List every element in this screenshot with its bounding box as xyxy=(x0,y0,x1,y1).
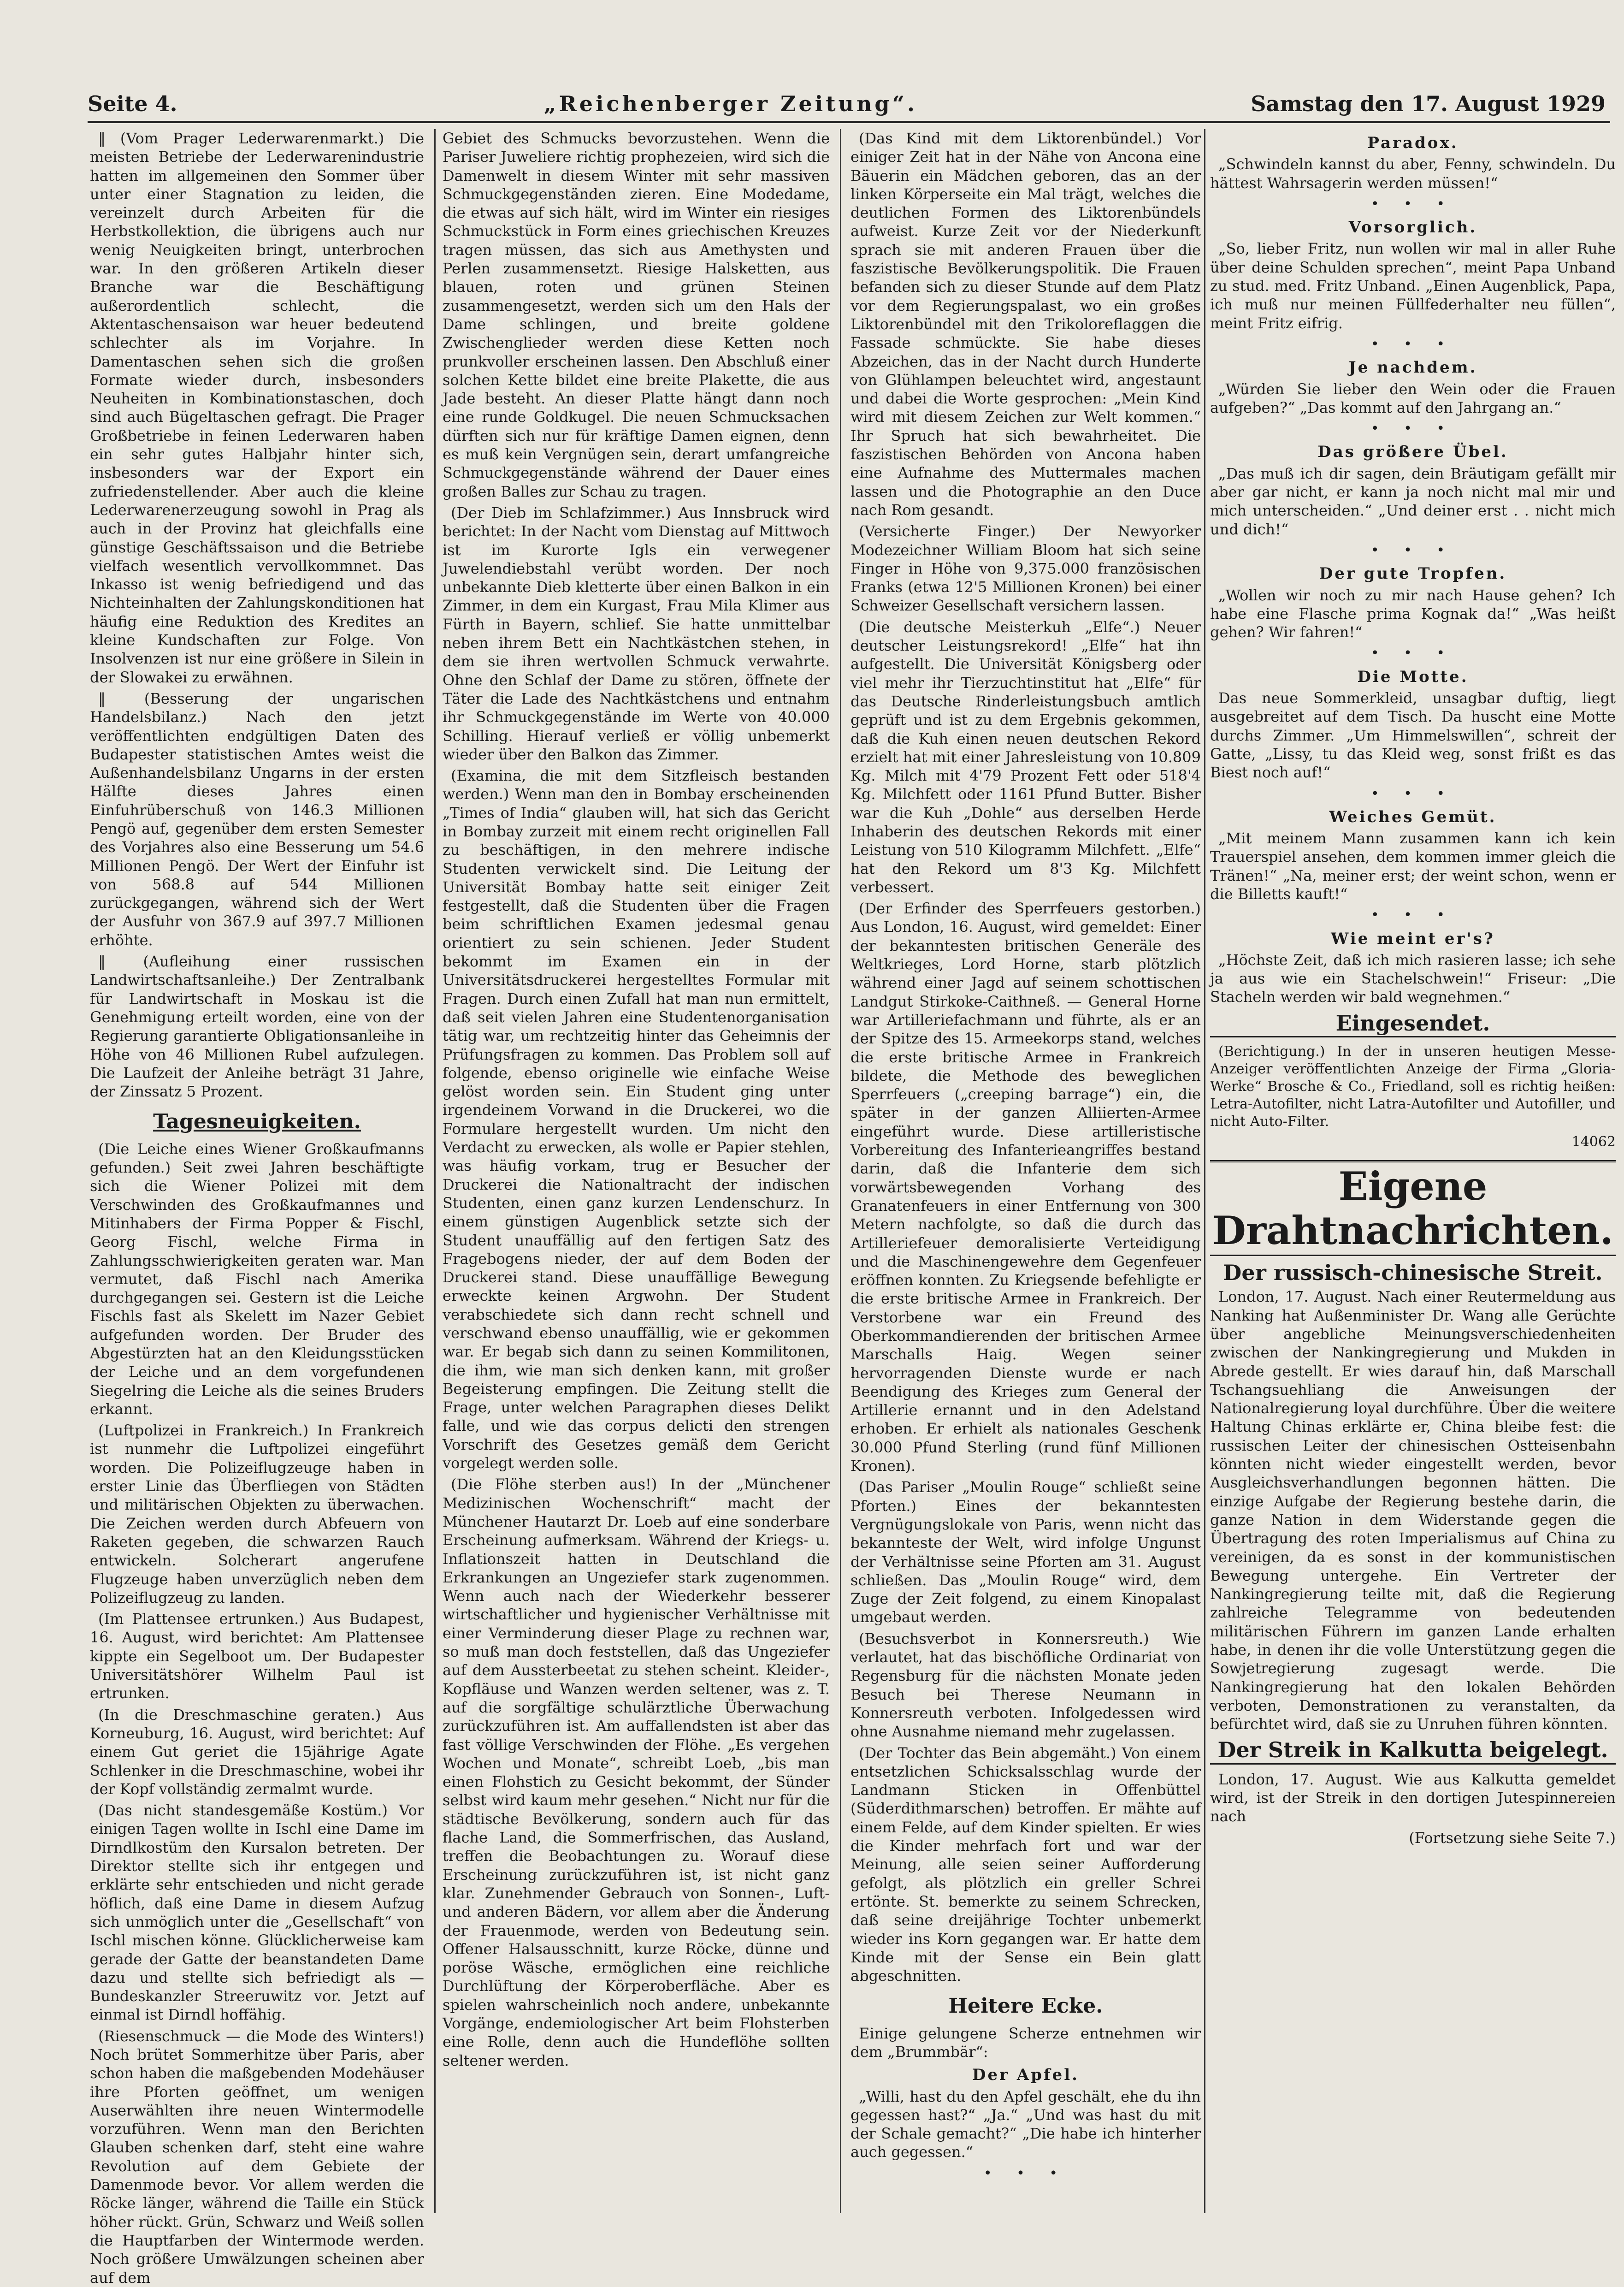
column-rule xyxy=(1204,129,1205,2213)
joke-title: Die Motte. xyxy=(1357,667,1469,686)
joke-title: Weiches Gemüt. xyxy=(1329,807,1497,826)
newspaper-title: „Reichenberger Zeitung“. xyxy=(544,91,918,116)
separator: • • • xyxy=(983,2165,1068,2181)
article-leiche: (Die Leiche eines Wiener Großkaufmanns gefunden.) Seit zwei Jahren beschäftigte sich die Wiener Polizei mit dem Verschwinden des Großkaufmannes und Mitinhabers der Firma Popper & Fischl, Georg Fischl, welche Firma in Zahlungsschwierigkeiten geraten war. Man vermutet, daß Fischl nach Amerika durchgegangen sei. Gestern ist die Leiche Fischls fast als Skelett im Nazer Gebiet aufgefunden worden. Der Bruder des Abgestürzten hat an den Kleidungsstücken der Leiche und an dem vorgefundenen Siegelring die Leiche als die seines Bruders erkannt. xyxy=(90,1140,424,1418)
joke-paradox: „Schwindeln kannst du aber, Fenny, schwindeln. Du hättest Wahrsagerin werden müssen!“ xyxy=(1210,155,1616,192)
section-heading-tagesneuigkeiten: Tagesneuigkeiten. xyxy=(153,1110,361,1134)
joke-apfel: „Willi, hast du den Apfel geschält, ehe du ihn gegessen hast?“ „Ja.“ „Und was hast du mit der Schale gemacht?“ „Die habe ich hinterher auch gegessen.“ xyxy=(850,2087,1201,2161)
article-moulin-rouge: (Das Pariser „Moulin Rouge“ schließt seine Pforten.) Eines der bekanntesten Vergnügungslokale von Paris, wenn nicht das bekannteste der Welt, wird infolge Ungunst der Verhältnisse seine Pforten am 31. August schließen. Das „Moulin Rouge“ wird, dem Zuge der Zeit folgend, zu einem Kinopalast umgebaut werden. xyxy=(850,1478,1201,1626)
column-rule xyxy=(434,129,436,2213)
joke-tropfen: „Wollen wir noch zu mir nach Hause gehen? Ich habe eine Flasche prima Kognak da!“ „Was heißt gehen? Wir fahren!“ xyxy=(1210,586,1616,641)
continuation-note: (Fortsetzung siehe Seite 7.) xyxy=(1409,1829,1616,1847)
article-handelsbilanz: ‖ (Besserung der ungarischen Handelsbilanz.) Nach den jetzt veröffentlichten endgültigen Daten des Budapester statistischen Amtes weist die Außenhandelsbilanz Ungarns in der ersten Hälfte dieses Jahres einen Einfuhrüberschuß von 146.3 Millionen Pengö auf, gegenüber dem ersten Semester des Vorjahres also eine Besserung um 54.6 Millionen Pengö. Der Wert der Einfuhr ist von 568.8 auf 544 Millionen zurückgegangen, während sich der Wert der Ausfuhr von 367.9 auf 397.7 Millionen erhöhte. xyxy=(90,689,424,949)
separator: • • • xyxy=(1370,907,1455,924)
section-heading-eingesendet: Eingesendet. xyxy=(1210,1014,1616,1037)
joke-title: Der gute Tropfen. xyxy=(1319,564,1507,583)
joke-title: Das größere Übel. xyxy=(1317,443,1508,462)
separator: • • • xyxy=(1370,196,1455,212)
section-heading-drahtnachrichten: Eigene Drahtnachrichten. xyxy=(1210,1160,1616,1256)
joke-motte: Das neue Sommerkleid, unsagbar duftig, liegt ausgebreitet auf dem Tisch. Da huscht eine Motte durchs Zimmer. „Um Himmelswillen“, schreit der Gatte, „Lissy, tu das Kleid weg, sonst frißt es das Biest noch auf!“ xyxy=(1210,689,1616,782)
article-dieb: (Der Dieb im Schlafzimmer.) Aus Innsbruck wird berichtet: In der Nacht vom Dienstag auf Mittwoch ist im Kurorte Igls ein verwegener Juwelendiebstahl verübt worden. Der noch unbekannte Dieb kletterte über einen Balkon in ein Zimmer, in dem ein Kurgast, Frau Mila Klimer aus Fürth in Bayern, schlief. Sie hatte unmittelbar neben ihrem Bett ein Nachtkästchen stehen, in dem sie ihren wertvollen Schmuck verwahrte. Ohne den Schlaf der Dame zu stören, öffnete der Täter die Lade des Nachtkästchens und entnahm ihr Schmuckgegenstände im Werte von 40.000 Schilling. Hierauf verließ er völlig unbemerkt wieder über den Balkon das Zimmer. xyxy=(443,504,830,763)
joke-title: Vorsorglich. xyxy=(1348,218,1477,237)
article-plattensee: (Im Plattensee ertrunken.) Aus Budapest, 16. August, wird berichtet: Am Plattensee kippte ein Segelboot um. Der Budapester Universitätshörer Wilhelm Paul ist ertrunken. xyxy=(90,1610,424,1702)
joke-title: Wie meint er's? xyxy=(1331,929,1495,948)
joke-title: Je nachdem. xyxy=(1348,358,1477,377)
article-eingesendet: (Berichtigung.) In der in unseren heutigen Messe-Anzeiger veröffentlichten Anzeige der Firma „Gloria-Werke“ Brosche & Co., Friedland, soll es richtig heißen: Letra-Autofilter, nicht Latra-Autofilter und Autofiller, und nicht Auto-Filter. xyxy=(1210,1043,1616,1130)
article-liktorenbuendel: (Das Kind mit dem Liktorenbündel.) Vor einiger Zeit hat in der Nähe von Ancona eine Bäuerin ein Mädchen geboren, das an der linken Körperseite ein Mal trägt, welches die deutlichen Formen des Liktorenbündels aufweist. Kurze Zeit vor der Niederkunft sprach sie mit anderen Frauen über die faszistische Bevölkerungspolitik. Die Frauen befanden sich zu dieser Stunde auf dem Platz vor dem Regierungspalast, wo ein großes Liktorenbündel mit den Trikoloreflaggen die Fassade schmückte. Sie habe dieses Abzeichen, das in der Nacht durch Hunderte von Glühlampen beleuchtet wird, angestaunt und dabei die Worte gesprochen: „Mein Kind wird mit diesem Zeichen zur Welt kommen.“ Ihr Spruch hat sich bewahrheitet. Die faszistischen Behörden von Ancona haben eine Aufnahme des Muttermales machen lassen und die Photographie an den Duce nach Rom gesandt. xyxy=(850,130,1201,519)
separator: • • • xyxy=(1370,645,1455,662)
joke-vorsorglich: „So, lieber Fritz, nun wollen wir mal in aller Ruhe über deine Schulden sprechen“, meint Papa Unband zu stud. med. Fritz Unband. „Einen Augenblick, Papa, ich muß nur meinen Füllfederhalter neu füllen“, meint Fritz eifrig. xyxy=(1210,240,1616,332)
joke-title: Paradox. xyxy=(1367,134,1459,152)
article-sperrfeuer: (Der Erfinder des Sperrfeuers gestorben.) Aus London, 16. August, wird gemeldet: Einer der bekanntesten britischen Generäle des Weltkrieges, Lord Horne, starb plötzlich während einer Jagd auf seinem schottischen Landgut Stirkoke-Caithneß. — General Horne war Artilleriefachmann und führte, als er an der Spitze des 15. Armeekorps stand, welches die erste britische Armee in Frankreich bildete, die Methode des beweglichen Sperrfeuers („creeping barrage“) ein, die später in der ganzen Alliierten-Armee eingeführt wurde. Diese artilleristische Vorbereitung des Infanterieangriffes bestand darin, daß die Infanterie dem sich vorwärtsbewegenden Vorhang des Granatenfeuers in einer Entfernung von 300 Metern nachfolgte, so daß die durch das Artilleriefeuer demoralisierte Verteidigung und die Maschinengewehre dem Gegenfeuer eröffnen konnten. Zu Kriegsende befehligte er die erste britische Armee in Frankreich. Der Verstorbene war ein Freund des Oberkommandierenden der britischen Armee Marschalls Haig. Wegen seiner hervorragenden Dienste wurde er nach Beendigung des Krieges zum General der Artillerie ernannt und in den Adelstand erhoben. Er erhielt als nationales Geschenk 30.000 Pfund Sterling (rund fünf Millionen Kronen). xyxy=(850,900,1201,1475)
article-schmuck-continued: Gebiet des Schmucks bevorzustehen. Wenn die Pariser Juweliere richtig prophezeien, wird sich die Damenwelt in diesem Winter mit sehr massiven Schmuckgegenständen zieren. Eine Modedame, die etwas auf sich hält, wird im Winter ein riesiges Schmuckstück in Form eines griechischen Kreuzes tragen müssen, das sich aus Amethysten und Perlen zusammensetzt. Riesige Halsketten, aus blauen, roten und grünen Steinen zusammengesetzt, werden sich um den Hals der Dame schlingen, und breite goldene Zwischenglieder werden diese Ketten noch prunkvoller erscheinen lassen. Den Abschluß einer solchen Kette bildet eine breite Plakette, die aus Jade besteht. An dieser Platte hängt dann noch eine runde Goldkugel. Die neuen Schmucksachen dürften sich nur für kräftige Damen eignen, denn es muß kein Vergnügen sein, derart umfangreiche Schmuckgegenstände während der Dauer eines großen Balles zur Schau zu tragen. xyxy=(443,130,830,500)
headline-streit: Der russisch-chinesische Streit. xyxy=(1223,1260,1603,1286)
article-examina: (Examina, die mit dem Sitzfleisch bestanden werden.) Wenn man den in Bombay erscheinenden „Times of India“ glauben will, hat sich das Gericht in Bombay zurzeit mit einem recht originellen Fall zu beschäftigen, in den mehrere indische Studenten verwickelt sind. Die Leitung der Universität Bombay hatte seit einiger Zeit festgestellt, daß die Studenten über die Fragen beim schriftlichen Examen jedesmal genau orientiert zu sein schienen. Jeder Student bekommt im Examen ein in der Universitätsdruckerei hergestelltes Formular mit Fragen. Durch einen Zufall hat man nun ermittelt, daß seit vielen Jahren eine Studentenorganisation tätig war, um rechtzeitig hinter das Geheimnis der Prüfungsfragen zu kommen. Das Problem soll auf folgende, ebenso originelle wie einfache Weise gelöst worden sein. Ein Student ging unter irgendeinem Vorwand in die Druckerei, wo die Formulare hergestellt wurden. Um nicht den Verdacht zu erwecken, als wolle er Papier stehlen, was häufig vorkam, trug er Besucher der Druckerei die Nationaltracht der indischen Studenten, einen ganz kurzen Lendenschurz. In einem günstigen Augenblick setzte sich der Student unauffällig auf den fertigen Satz des Fragebogens nieder, der auf dem Boden der Druckerei stand. Diese unauffällige Bewegung erweckte keinen Argwohn. Der Student verabschiedete sich dann recht schnell und verschwand ebenso unauffällig, wie er gekommen war. Er begab sich dann zu seinen Kommilitonen, die ihm, wie man sich denken kann, mit großer Begeisterung empfingen. Die Zeitung stellt die Frage, unter welchen Paragraphen dieses Delikt falle, und wie das corpus delicti den strengen Vorschrift des Gesetzes gemäß dem Gericht vorgelegt werden solle. xyxy=(443,767,830,1472)
article-luftpolizei: (Luftpolizei in Frankreich.) In Frankreich ist nunmehr die Luftpolizei eingeführt worden. Die Polizeiflugzeuge haben in erster Linie das Überfliegen von Städten und militärischen Objekten zu überwachen. Die Zeichen werden durch Abfeuern von Raketen gegeben, die schwarzen Rauch entwickeln. Solcherart angerufene Flugzeuge haben unverzüglich neben dem Polizeiflugzeug zu landen. xyxy=(90,1422,424,1606)
column-3 xyxy=(850,129,1201,2232)
column-rule xyxy=(840,129,841,2213)
ad-number: 14062 xyxy=(1571,1134,1616,1150)
article-kalkutta: London, 17. August. Wie aus Kalkutta gemeldet wird, ist der Streik in den dortigen Jutespinnereien nach xyxy=(1210,1770,1616,1825)
article-floehe: (Die Flöhe sterben aus!) In der „Münchener Medizinischen Wochenschrift“ macht der Münchener Hautarzt Dr. Loeb auf eine sonderbare Erscheinung aufmerksam. Während der Kriegs- u. Inflationszeit hatten in Deutschland die Erkrankungen an Ungeziefer stark zugenommen. Wenn auch nach der Wiederkehr besserer wirtschaftlicher und hygienischer Verhältnisse mit einer Verminderung dieser Plage zu rechnen war, so muß man doch feststellen, daß das Ungeziefer auf dem Aussterbeetat zu stehen scheint. Kleider-, Kopfläuse und Wanzen werden seltener, was z. T. auf die sorgfältige schulärztliche Überwachung zurückzuführen ist. Am auffallendsten ist aber das fast völlige Verschwinden der Flöhe. „Es vergehen Wochen und Monate“, schreibt Loeb, „bis man einen Flohstich zu Gesicht bekommt, der Sünder selbst wird kaum mehr gesehen.“ Nicht nur für die städtische Bevölkerung, sondern auch für das flache Land, die Sommerfrischen, das Ausland, treffen die Beobachtungen zu. Worauf diese Erscheinung zurückzuführen ist, ist nicht ganz klar. Zunehmender Gebrauch von Sonnen-, Luft- und anderen Bädern, vor allem aber die Änderung der Frauenmode, werden von Bedeutung sein. Offener Halsausschnitt, kurze Röcke, dünne und poröse Wäsche, ermöglichen eine reichliche Durchlüftung der Körperoberfläche. Aber es spielen wahrscheinlich noch andere, unbekannte Vorgänge, endemiologischer Art beim Flohsterben eine Rolle, denn auch die Hundeflöhe sollten seltener werden. xyxy=(443,1475,830,2069)
article-dreschmaschine: (In die Dreschmaschine geraten.) Aus Korneuburg, 16. August, wird berichtet: Auf einem Gut geriet die 15jährige Agate Schlenker in die Dreschmaschine, wobei ihr der Kopf vollständig zermalmt wurde. xyxy=(90,1706,424,1798)
column-4 xyxy=(1210,129,1616,2232)
separator: • • • xyxy=(1370,785,1455,802)
article-lederwaren: ‖ (Vom Prager Lederwarenmarkt.) Die meisten Betriebe der Lederwarenindustrie hatten im allgemeinen den Sommer über unter einer Stagnation zu leiden, die vereinzelt durch Arbeiten für die Herbstkollektion, die übrigens auch nur wenig Neuigkeiten bringt, unterbrochen war. In den größeren Artikeln dieser Branche war die Beschäftigung außerordentlich schlecht, die Aktentaschensaison war heuer bedeutend schlechter als im Vorjahre. In Damentaschen sehen sich die großen Formate wieder durch, insbesonders Neuheiten in Kombinationstaschen, doch sind auch Bügeltaschen gefragt. Die Prager Großbetriebe in feinen Lederwaren haben ein sehr gutes Halbjahr hinter sich, insbesonders war der Export ein zufriedenstellender. Aber auch die kleine Lederwarenerzeugung sowohl in Prag als auch in der Provinz hat gleichfalls eine günstige Geschäftssaison und die Betriebe vielfach wesentlich vervollkommnet. Das Inkasso ist wenig befriedigend und das Nichteinhalten der Zahlungskonditionen hat häufig eine Reduktion des Kredites an kleine Kundschaften zur Folge. Von Insolvenzen ist nur eine größere in Silein in der Slowakei zu erwähnen. xyxy=(90,130,424,686)
article-streit: London, 17. August. Nach einer Reutermeldung aus Nanking hat Außenminister Dr. Wang alle Gerüchte über angebliche Meinungsverschiedenheiten zwischen der Nankingregierung und Mukden in Abrede gestellt. Er wies darauf hin, daß Marschall Tschangsuehliang die Anweisungen der Nationalregierung loyal durchführe. Über die weitere Haltung Chinas erklärte er, China bleibe fest: die russischen Leiter der chinesischen Ostteisenbahn könnten nicht wieder eingestellt werden, bevor Ausgleichsverhandlungen begonnen hätten. Die einzige Aufgabe der Regierung bestehe darin, die ganze Nation in dem Widerstande gegen die Übertragung des roten Imperialismus auf China zu vereinigen, da es sonst in der kommunistischen Bewegung untergehe. Ein Vertreter der Nankingregierung teilte mit, daß die Regierung zahlreiche Telegramme von bedeutenden militärischen Führern im ganzen Lande erhalten habe, in denen ihr die volle Unterstützung gegen die Sowjetregierung zugesagt werde. Die Nankingregierung hat den lokalen Behörden verboten, Demonstrationen zu veranstalten, da befürchtet wird, daß sie zu Unruhen führen könnten. xyxy=(1210,1288,1616,1733)
column-2 xyxy=(443,129,830,2232)
joke-uebel: „Das muß ich dir sagen, dein Bräutigam gefällt mir aber gar nicht, er kann ja noch nicht mal mir und mich unterscheiden.“ „Und deiner erst . . nicht mich und dich!“ xyxy=(1210,464,1616,538)
joke-je-nachdem: „Würden Sie lieber den Wein oder die Frauen aufgeben?“ „Das kommt auf den Jahrgang an.“ xyxy=(1210,380,1616,416)
joke-gemuet: „Mit meinem Mann zusammen kann ich kein Trauerspiel ansehen, dem kommen immer gleich die Tränen!“ „Na, meiner erst; der weint schon, wenn er die Billetts kauft!“ xyxy=(1210,829,1616,903)
separator: • • • xyxy=(1370,336,1455,352)
article-riesenschmuck: (Riesenschmuck — die Mode des Winters!) Noch brütet Sommerhitze über Paris, aber schon haben die maßgebenden Modehäuser ihre Pforten geöffnet, um wenigen Auserwählten ihre neuen Wintermodelle vorzuführen. Wenn man den Berichten Glauben schenken darf, steht eine wahre Revolution auf dem Gebiete der Damenmode bevor. Vor allem werden die Röcke länger, während die Taille ein Stück höher rückt. Grün, Schwarz und Weiß sollen die Hauptfarben der Wintermode werden. Noch größere Umwälzungen scheinen aber auf dem xyxy=(90,2027,424,2287)
article-finger: (Versicherte Finger.) Der Newyorker Modezeichner William Bloom hat sich seine Finger in Höhe von 9,375.000 französischen Franks (etwa 12'5 Millionen Kronen) bei einer Schweizer Gesellschaft versichern lassen. xyxy=(850,522,1201,615)
joke-title: Der Apfel. xyxy=(972,2066,1080,2085)
heitere-intro: Einige gelungene Scherze entnehmen wir dem „Brummbär“: xyxy=(850,2024,1201,2061)
joke-wie-meint: „Höchste Zeit, daß ich mich rasieren lasse; ich sehe ja aus wie ein Stachelschwein!“ Friseur: „Die Stacheln werden wir bald wegnehmen.“ xyxy=(1210,951,1616,1006)
page-number: Seite 4. xyxy=(88,91,177,116)
headline-kalkutta: Der Streik in Kalkutta beigelegt. xyxy=(1210,1741,1616,1764)
issue-date: Samstag den 17. August 1929 xyxy=(1251,91,1606,116)
article-tochter: (Der Tochter das Bein abgemäht.) Von einem entsetzlichen Schicksalsschlag wurde der Landmann Sticken in Offenbüttel (Süderdithmarschen) betroffen. Er mähte auf einem Felde, auf dem Kinder spielten. Er wies die Kinder mehrfach fort und war der Meinung, alle seien seiner Aufforderung gefolgt, als plötzlich ein greller Schrei ertönte. St. bemerkte zu seinem Schrecken, daß seine dreijährige Tochter unbemerkt wieder ins Korn gegangen war. Er hatte dem Kinde mit der Sense ein Bein glatt abgeschnitten. xyxy=(850,1744,1201,1985)
separator: • • • xyxy=(1370,542,1455,558)
article-kostuem: (Das nicht standesgemäße Kostüm.) Vor einigen Tagen wollte in Ischl eine Dame im Dirndlkostüm den Kursalon betreten. Der Direktor stellte sich ihr entgegen und erklärte sehr entschieden und nicht gerade höflich, daß eine Dame in diesem Aufzug sich unmöglich unter die „Gesellschaft“ von Ischl mischen könne. Glücklicherweise kam gerade der Gatte der beanstandeten Dame dazu und stellte sich befriedigt als — Bundeskanzler Streeruwitz vor. Jetzt auf einmal ist Dirndl hoffähig. xyxy=(90,1801,424,2024)
header-rule xyxy=(88,121,1610,123)
separator: • • • xyxy=(1370,421,1455,437)
article-meisterkuh: (Die deutsche Meisterkuh „Elfe“.) Neuer deutscher Leistungsrekord! „Elfe“ hat ihn aufgestellt. Die Universität Königsberg oder viel mehr ihr Tierzuchtinstitut hat „Elfe“ für das Deutsche Rinderleistungsbuch amtlich geprüft und ist zu dem Ergebnis gekommen, daß die Kuh einen neuen deutschen Rekord erzielt hat mit einer Jahresleistung von 10.809 Kg. Milch mit 4'79 Prozent Fett oder 518'4 Kg. Milchfett oder 1161 Pfund Butter. Bisher war die Kuh „Dohle“ aus derselben Herde Inhaberin des deutschen Rekords mit einer Leistung von 510 Kilogramm Milchfett. „Elfe“ hat den Rekord um 8'3 Kg. Milchfett verbessert. xyxy=(850,618,1201,896)
article-konnersreuth: (Besuchsverbot in Konnersreuth.) Wie verlautet, hat das bischöfliche Ordinariat von Regensburg für die nächsten Monate jeden Besuch bei Therese Neumann in Konnersreuth verboten. Infolgedessen wird ohne Ausnahme niemand mehr zugelassen. xyxy=(850,1629,1201,1741)
article-landwirtschaftsanleihe: ‖ (Aufleihung einer russischen Landwirtschaftsanleihe.) Der Zentralbank für Landwirtschaft in Moskau ist die Genehmigung erteilt worden, eine von der Regierung garantierte Obligationsanleihe in Höhe von 46 Millionen Rubel aufzulegen. Die Laufzeit der Anleihe beträgt 31 Jahre, der Zinssatz 5 Prozent. xyxy=(90,953,424,1101)
column-1 xyxy=(90,129,424,2287)
section-heading-heitere-ecke: Heitere Ecke. xyxy=(948,1994,1103,2018)
